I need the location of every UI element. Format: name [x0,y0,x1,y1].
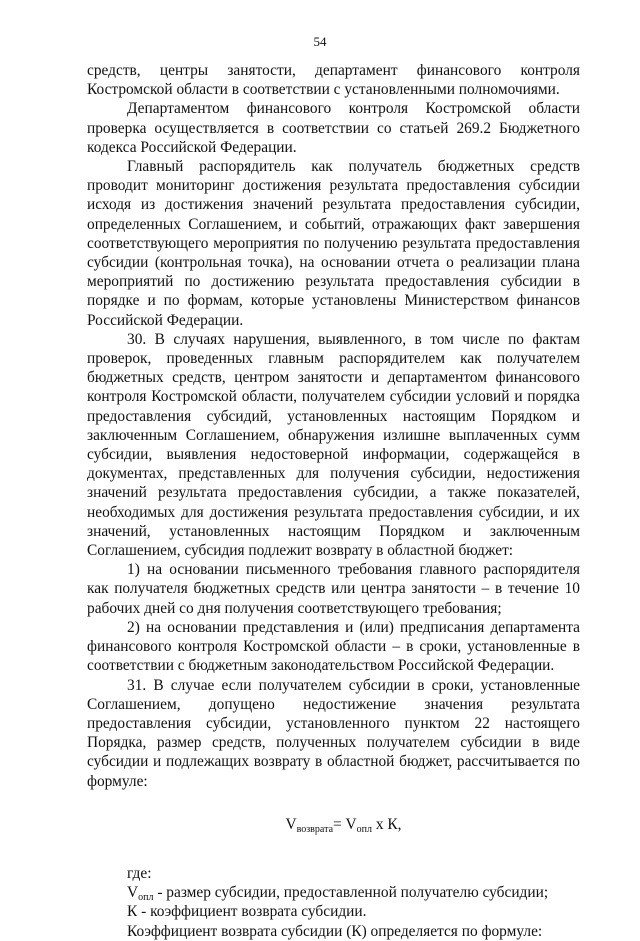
formula-rest: х К, [372,815,402,833]
formula-equals: = [333,815,346,833]
definition-v-text: - размер субсидии, предоставленной получателю субсидии; [153,884,549,902]
return-formula [87,815,580,834]
where-label: где: [127,864,152,882]
page-number: 54 [313,34,327,49]
definition-v-opl [87,883,580,902]
paragraph-monitoring: Главный распорядитель как получатель бюджетных средств проводит мониторинг достижения результата предоставления субсидии исходя из достижения значений результата предоставления субсидии, определенных Соглашением, и событий, отражающих факт завершения соответствующего мероприятия по получению результата предоставления субсидии (контрольная точка), на основании отчета о реализации плана мероприятий по достижению результата предоставления субсидии в порядке и по формам, которые установлены Министерством финансов Российской Федерации. [87,158,580,329]
paragraph-audit: Департаментом финансового контроля Костромской области проверка осуществляется в соответствии со статьей 269.2 Бюджетного кодекса Российской Федерации. [87,100,580,156]
paragraph-clause-30: 30. В случаях нарушения, выявленного, в том числе по фактам проверок, проведенных главным распорядителем как получателем бюджетных средств, центром занятости и департаментом финансового контроля Костромской области, получателем субсидии условий и порядка предоставления субсидий, установленных настоящим Порядком и заключенным Соглашением, обнаружения излишне выплаченных сумм субсидии, выявления недостоверной информации, содержащейся в документах, представленных для получения субсидии, недостижения значений результата предоставления субсидии, а также показателей, необходимых для достижения результата предоставления субсидии, и их значений, установленных настоящим Порядком и заключенным Соглашением, субсидия подлежит возврату в областной бюджет: [87,330,580,560]
paragraph-item-2: 2) на основании представления и (или) предписания департамента финансового контроля Костромской области – в сроки, установленные в соответствии с бюджетным законодательством Российской Федерации. [87,618,580,675]
formula-lhs-subscript: возврата [296,823,334,835]
paragraph-clause-31: 31. В случае если получателем субсидии в сроки, установленные Соглашением, допущено недостижение значения результата предоставления субсидии, установленного пунктом 22 настоящего Порядка, размер средств, полученных получателем субсидии в виде субсидии и подлежащих возврату в областной бюджет, рассчитывается по формуле: [87,676,580,790]
paragraph-continuation: средств, центры занятости, департамент финансового контроля Костромской области в соответствии с установленными полномочиями. [87,62,580,99]
formula-lhs-symbol: V [285,815,297,833]
definition-v-subscript: опл [138,892,154,904]
paragraph-item-1: 1) на основании письменного требования главного распорядителя как получателя бюджетных средств или центра занятости – в течение 10 рабочих дней со дня получения соответствующего требования; [87,561,580,617]
definition-v-symbol: V [127,884,139,902]
coefficient-intro: Коэффициент возврата субсидии (К) определяется по формуле: [127,922,543,940]
formula-rhs-symbol: V [345,815,357,833]
formula-rhs-subscript: опл [356,823,373,835]
definition-k: К - коэффициент возврата субсидии. [127,903,367,921]
document-body [87,61,580,941]
